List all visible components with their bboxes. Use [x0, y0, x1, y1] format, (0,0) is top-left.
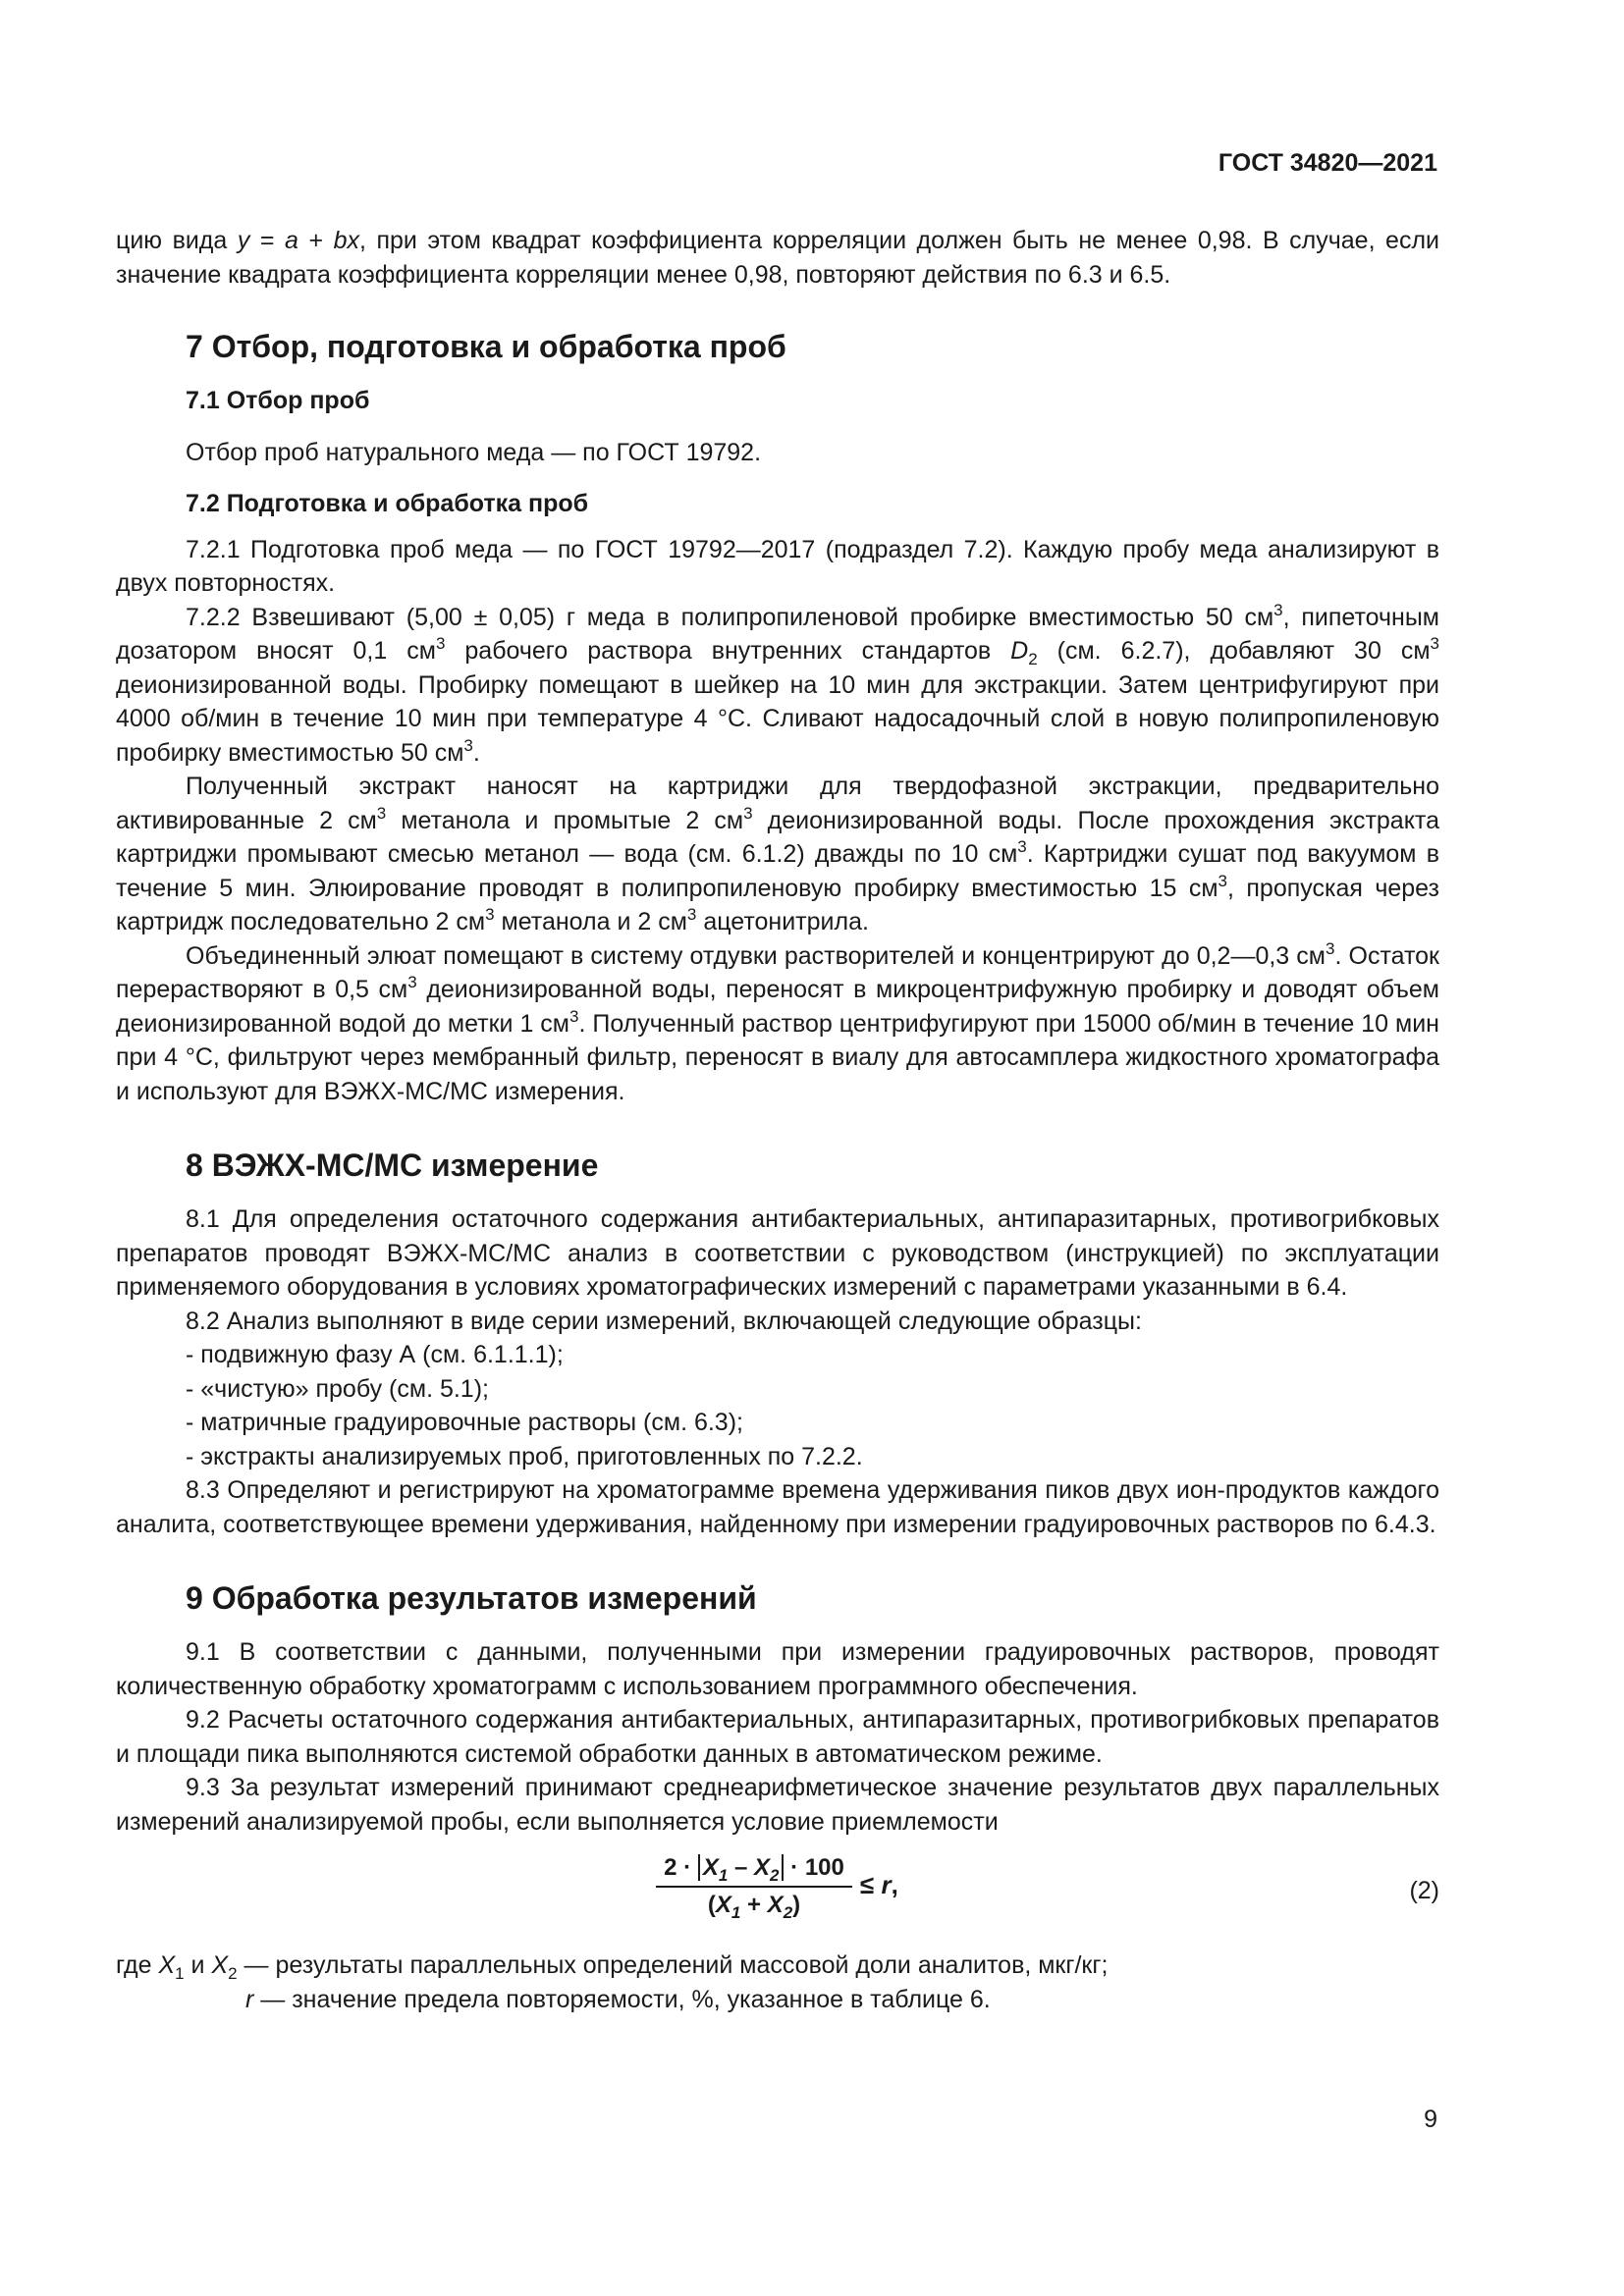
intro-text: , при этом квадрат коэффициента корреляции должен быть не менее 0,98. В случае, если значение квадрата коэффициента корреляции менее 0,98, повторяют действия по 6.3 и 6.5.	[116, 227, 1440, 289]
paragraph-8-3: 8.3 Определяют и регистрируют на хроматограмме времена удерживания пиков двух ион-продуктов каждого аналита, соответствующее времени удерживания, найденному при измерении градуировочных растворов по 6.4.3.	[116, 1476, 1439, 1538]
page-number: 9	[1424, 2106, 1437, 2133]
formula-numerator: $2 \cdot X_1 - X_2 \cdot 100$	[664, 1854, 844, 1885]
eq-op: =	[249, 227, 286, 254]
paragraph-9-3: 9.3 За результат измерений принимают среднеарифметическое значение результатов двух параллельных измерений анализируемой пробы, если выполняется условие приемлемости	[116, 1774, 1439, 1836]
list-item: - экстракты анализируемых проб, приготовленных по 7.2.2.	[186, 1442, 863, 1470]
formula-inequality: ≤ r,	[860, 1870, 898, 1899]
equation-number: (2)	[1409, 1877, 1439, 1904]
standard-header: ГОСТ 34820—2021	[1218, 149, 1437, 177]
formula-2	[116, 1848, 1439, 1943]
legend-row: где $X_1$ и $X_2$ — результаты параллельных определений массовой доли аналитов, мкг/кг;	[116, 1951, 1109, 1983]
eq-op: +	[298, 227, 334, 254]
eq-var: y	[237, 227, 250, 254]
section-7-1-text: Отбор проб натурального меда — по ГОСТ 19792.	[186, 438, 762, 466]
section-7-1-title: 7.1 Отбор проб	[186, 387, 370, 414]
paragraph-extract: Полученный экстракт наносят на картриджи для твердофазной экстракции, предварительно активированные 2 $см^3$ метанола и промытые 2 $см^3$ деионизированной воды. После прохождения экстракта картриджи промывают смесью метанол — вода (см. 6.1.2) дважды по 10 $см^3$. Картриджи сушат под вакуумом в течение 5 мин. Элюирование проводят в полипропиленовую пробирку вместимостью 15 $см^3$, пропуская через картридж последовательно 2 $см^3$ метанола и 2 $см^3$ ацетонитрила.	[116, 773, 1439, 935]
formula-denominator: $(X_1 + X_2)$	[707, 1892, 801, 1922]
paragraph-eluate: Объединенный элюат помещают в систему отдувки растворителей и концентрируют до 0,2—0,3 $см^3$. Остаток перерастворяют в 0,5 $см^3$ деионизированной воды, переносят в микроцентрифужную пробирку и доводят объем деионизированной водой до метки 1 $см^3$. Полученный раствор центрифугируют при 15000 об/мин в течение 10 мин при 4 °С, фильтруют через мембранный фильтр, переносят в виалу для автосамплера жидкостного хроматографа и используют для ВЭЖХ-МС/МС измерения.	[116, 938, 1439, 1105]
list-item: - матричные градуировочные растворы (см. 6.3);	[186, 1409, 743, 1436]
paragraph-9-2: 9.2 Расчеты остаточного содержания антибактериальных, антипаразитарных, противогрибковых препаратов и площади пика выполняются системой обработки данных в автоматическом режиме.	[116, 1706, 1439, 1768]
list-item: - подвижную фазу А (см. 6.1.1.1);	[186, 1341, 564, 1368]
paragraph-8-2: 8.2 Анализ выполняют в виде серии измерений, включающей следующие образцы:	[186, 1307, 1142, 1335]
formula-legend	[116, 1949, 1439, 2016]
legend-row: r — значение предела повторяемости, %, указанное в таблице 6.	[245, 1985, 991, 2013]
paragraph-9-1: 9.1 В соответствии с данными, полученными при измерении градуировочных растворов, проводят количественную обработку хроматограмм с использованием программного обеспечения.	[116, 1638, 1439, 1700]
section-7-2-title: 7.2 Подготовка и обработка проб	[186, 490, 589, 517]
intro-paragraph	[116, 224, 1439, 292]
paragraph-8-1: 8.1 Для определения остаточного содержания антибактериальных, антипаразитарных, противогрибковых препаратов проводят ВЭЖХ-МС/МС анализ в соответствии с руководством (инструкцией) по эксплуатации применяемого оборудования в условиях хроматографических измерений с параметрами указанными в 6.4.	[116, 1205, 1439, 1301]
formula-fraction	[656, 1852, 852, 1921]
section-9-title: 9 Обработка результатов измерений	[186, 1580, 757, 1616]
eq-var: bx	[333, 227, 359, 254]
paragraph-7-2-1: 7.2.1 Подготовка проб меда — по ГОСТ 19792—2017 (подраздел 7.2). Каждую пробу меда анализируют в двух повторностях.	[116, 535, 1439, 597]
document-body	[116, 218, 1439, 2016]
intro-text: цию вида	[116, 227, 238, 254]
section-7-title: 7 Отбор, подготовка и обработка проб	[186, 329, 786, 364]
list-item: - «чистую» пробу (см. 5.1);	[186, 1374, 489, 1403]
section-8-title: 8 ВЭЖХ-МС/МС измерение	[186, 1148, 599, 1183]
eq-var: a	[285, 227, 298, 254]
paragraph-7-2-2: 7.2.2 Взвешивают (5,00 ± 0,05) г меда в полипропиленовой пробирке вместимостью 50 $см^3$, пипеточным дозатором вносят 0,1 $см^3$ рабочего раствора внутренних стандартов $D_2$ (см. 6.2.7), добавляют 30 $см^3$ деионизированной воды. Пробирку помещают в шейкер на 10 мин для экстракции. Затем центрифугируют при 4000 об/мин в течение 10 мин при температуре 4 °С. Сливают надосадочный слой в новую полипропиленовую пробирку вместимостью 50 $см^3$.	[116, 600, 1439, 767]
fraction-bar	[656, 1886, 852, 1888]
